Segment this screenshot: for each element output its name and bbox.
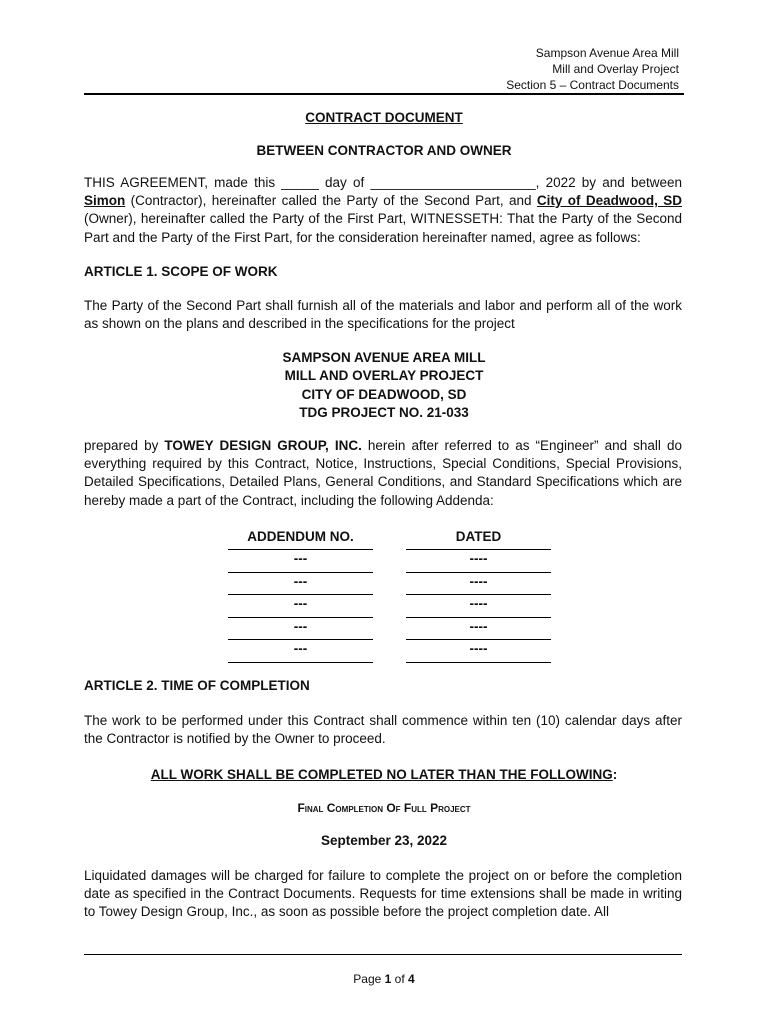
addendum-dated-cell: ---- <box>406 550 551 573</box>
agreement-text-3: (Owner), hereinafter called the Party of the First Part, WITNESSETH: That the Party of the Second Part and the Party of the First Part, for the consideration hereinafter named, agree as follows: <box>84 211 682 245</box>
page-label: Page <box>353 972 385 986</box>
prepared-by-text: prepared by <box>84 438 165 453</box>
addendum-dated-cell: ---- <box>406 640 551 663</box>
addendum-number-cell: --- <box>228 640 373 663</box>
article-2-heading: ARTICLE 2. TIME OF COMPLETION <box>84 678 310 693</box>
prepared-by-paragraph <box>84 437 682 510</box>
addenda-table <box>0 528 770 668</box>
engineer-name: TOWEY DESIGN GROUP, INC. <box>164 438 362 453</box>
completion-heading-text: ALL WORK SHALL BE COMPLETED NO LATER THAN THE FOLLOWING <box>150 767 613 782</box>
addendum-dated-header: DATED <box>406 528 551 550</box>
page-header <box>506 45 679 93</box>
addendum-dated-column <box>406 528 551 663</box>
addendum-dated-cell: ---- <box>406 595 551 618</box>
footer-divider <box>84 954 682 955</box>
total-page-count: 4 <box>408 972 415 986</box>
header-project-name: Sampson Avenue Area Mill <box>535 46 679 60</box>
completion-date: September 23, 2022 <box>320 833 448 848</box>
current-page-number: 1 <box>384 972 392 986</box>
project-line: SAMPSON AVENUE AREA MILL <box>282 350 486 365</box>
header-project-type: Mill and Overlay Project <box>552 62 679 76</box>
page-footer <box>84 972 684 986</box>
final-completion-label: Final Completion Of Full Project <box>297 801 471 815</box>
agreement-text-2: (Contractor), hereinafter called the Party of the Second Part, and <box>125 193 537 209</box>
article-1-heading: ARTICLE 1. SCOPE OF WORK <box>84 264 278 279</box>
project-line: TDG PROJECT NO. 21-033 <box>299 404 469 420</box>
addendum-number-cell: --- <box>228 550 373 573</box>
project-title-block <box>84 349 684 422</box>
addendum-number-cell: --- <box>228 595 373 618</box>
addendum-dated-cell: ---- <box>406 573 551 596</box>
article-1-body: The Party of the Second Part shall furnish all of the materials and labor and perform all of the work as shown on the plans and described in the specifications for the project <box>84 298 682 332</box>
agreement-paragraph <box>84 174 682 247</box>
owner-name: City of Deadwood, SD <box>536 193 682 209</box>
prepared-by-rest: herein after referred to as “Engineer” and shall do everything required by this Contract, Notice, Instructions, Special Conditions, Special Provisions, Detailed Specifications, Detailed Plans, General Conditions, and Standard Specifications which are hereby made a part of the Contract, including the following Addenda: <box>84 438 682 508</box>
page-of-label: of <box>391 972 409 986</box>
completion-heading <box>84 766 684 784</box>
project-line: MILL AND OVERLAY PROJECT <box>284 368 484 384</box>
document-subtitle: BETWEEN CONTRACTOR AND OWNER <box>256 143 512 158</box>
header-divider <box>84 93 684 95</box>
agreement-text-1: THIS AGREEMENT, made this _____ day of ______________________, 2022 by and between <box>84 175 682 190</box>
liquidated-damages-paragraph: Liquidated damages will be charged for failure to complete the project on or before the completion date as specified in the Contract Documents. Requests for time extensions shall be made in writing to Towey Design Group, Inc., as soon as possible before the project completion date. All <box>84 868 682 920</box>
contractor-name: Simon <box>84 193 126 209</box>
addendum-number-cell: --- <box>228 618 373 641</box>
addendum-dated-cell: ---- <box>406 618 551 641</box>
completion-heading-colon: : <box>612 767 618 782</box>
document-title: CONTRACT DOCUMENT <box>305 110 463 125</box>
addendum-number-cell: --- <box>228 573 373 596</box>
article-2-body: The work to be performed under this Contract shall commence within ten (10) calendar days after the Contractor is notified by the Owner to proceed. <box>84 713 682 747</box>
header-section: Section 5 – Contract Documents <box>506 78 679 92</box>
addendum-number-column <box>228 528 373 663</box>
addendum-number-header: ADDENDUM NO. <box>228 528 373 550</box>
project-line: CITY OF DEADWOOD, SD <box>301 386 467 402</box>
